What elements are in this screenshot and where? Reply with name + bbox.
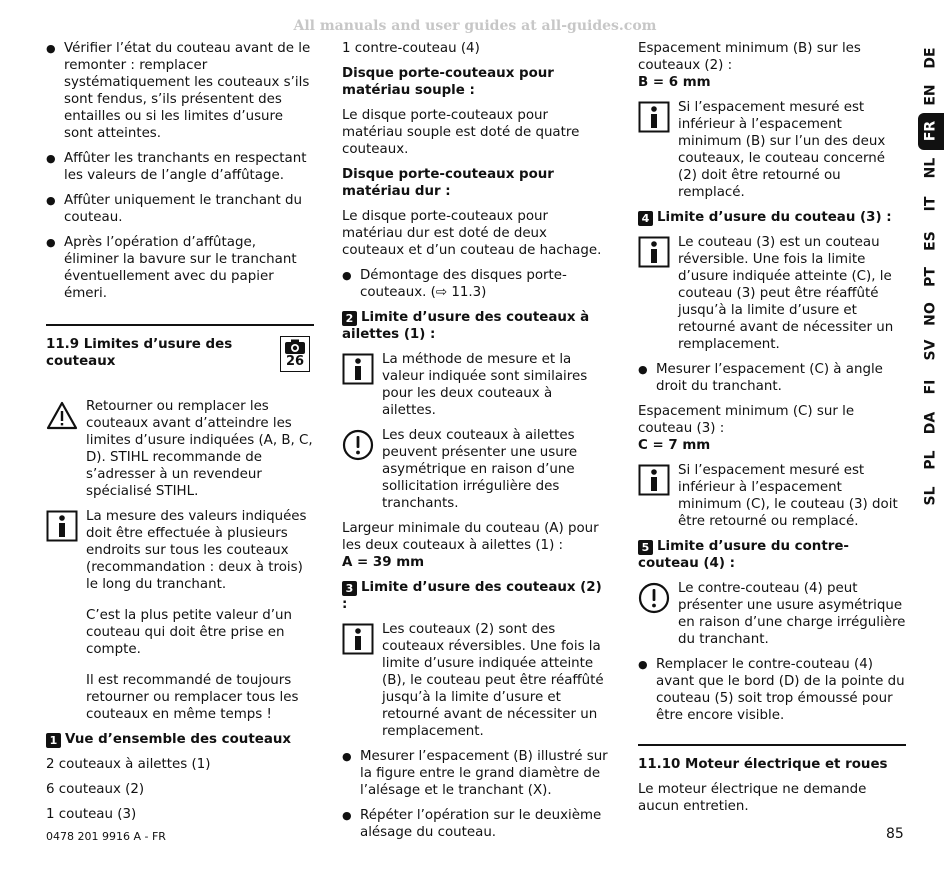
divider	[638, 744, 906, 746]
list-item: ● Mesurer l’espacement (C) à angle droit du tranchant.	[638, 361, 906, 395]
info-text: Le couteau (3) est un couteau réversible. Une fois la limite d’usure indiquée atteinte (C), le couteau (3) peut être réaffûté jusqu’à la limite d’usure et retourné avant de nécessiter un remplacement.	[678, 235, 894, 352]
language-tab-sv[interactable]	[918, 332, 944, 369]
language-tab-nl[interactable]	[918, 150, 944, 187]
number-badge: 4	[638, 211, 653, 226]
language-label: FI	[922, 379, 939, 395]
language-tab-pt[interactable]	[918, 259, 944, 296]
language-label: SL	[922, 486, 939, 506]
info-icon	[638, 236, 670, 268]
language-label: IT	[922, 196, 939, 212]
info-text: Si l’espacement mesuré est inférieur à l’espacement minimum (C), le couteau (3) doit être retourné ou remplacé.	[678, 463, 898, 529]
info-text: La mesure des valeurs indiquées doit être effectuée à plusieurs endroits sur tous les couteaux (recommandation : deux à trois) le long du tranchant.	[86, 509, 307, 592]
exclamation-icon	[342, 429, 374, 461]
exclamation-icon	[638, 582, 670, 614]
language-tab-de[interactable]	[918, 40, 944, 77]
language-label: SV	[922, 339, 939, 361]
measure-text: Espacement minimum (B) sur les couteaux (2) :	[638, 41, 861, 73]
subheading-text: Limite d’usure du contre-couteau (4) :	[638, 539, 849, 571]
value-b: B = 6 mm	[638, 75, 711, 90]
measure-text: Espacement minimum (C) sur le couteau (3) :	[638, 404, 855, 436]
list-item: ● Répéter l’opération sur le deuxième alésage du couteau.	[342, 807, 608, 841]
list-item: 2 couteaux à ailettes (1)	[46, 757, 211, 772]
paragraph	[638, 40, 906, 91]
language-tab-da[interactable]	[918, 405, 944, 442]
number-badge: 2	[342, 311, 357, 326]
info-note	[342, 621, 608, 740]
info-text: C’est la plus petite valeur d’un couteau qui doit être prise en compte.	[86, 608, 292, 657]
language-label: DA	[922, 412, 939, 435]
section-title: 11.10 Moteur électrique et roues	[638, 757, 888, 772]
column-3	[638, 40, 906, 823]
list-item: ● Affûter les tranchants en respectant les valeurs de l’angle d’affûtage.	[46, 150, 314, 184]
caution-text: Le contre-couteau (4) peut présenter une usure asymétrique en raison d’une charge irrégulière du tranchant.	[678, 581, 906, 647]
language-tabs	[918, 40, 944, 515]
number-badge: 5	[638, 540, 653, 555]
language-tab-es[interactable]	[918, 223, 944, 260]
info-text: Si l’espacement mesuré est inférieur à l’espacement minimum (B) sur l’un des deux couteaux, le couteau concerné (2) doit être retourné ou remplacé.	[678, 100, 886, 200]
info-note	[46, 508, 314, 723]
list-item: 1 couteau (3)	[46, 807, 137, 822]
page-number: 85	[886, 826, 904, 842]
column-2	[342, 40, 608, 849]
subheading-4	[638, 209, 906, 226]
camera-icon	[284, 339, 306, 355]
caution-note	[638, 580, 906, 648]
language-label: ES	[922, 230, 939, 251]
caution-text: Les deux couteaux à ailettes peuvent présenter une usure asymétrique en raison d’une sollicitation irrégulière des tranchants.	[382, 428, 578, 511]
list-item: ● Démontage des disques porte-couteaux. (⇨ 11.3)	[342, 267, 608, 301]
language-label: NO	[922, 301, 939, 326]
document-code: 0478 201 9916 A - FR	[46, 830, 166, 843]
subheading-text: Limite d’usure des couteaux à ailettes (1) :	[342, 310, 590, 342]
info-icon	[638, 101, 670, 133]
info-text: Il est recommandé de toujours retourner ou remplacer tous les couteaux en même temps !	[86, 673, 299, 722]
info-icon	[46, 510, 78, 542]
language-label: DE	[922, 47, 939, 69]
info-text: Les couteaux (2) sont des couteaux réversibles. Une fois la limite d’usure indiquée atteinte (B), le couteau peut être réaffûté jusqu’à la limite d’usure et retourné avant de nécessiter un remplacement.	[382, 622, 604, 739]
divider	[46, 324, 314, 326]
list-item: 6 couteaux (2)	[46, 782, 145, 797]
subheading-text: Limite d’usure du couteau (3) :	[657, 210, 892, 225]
subheading-text: Vue d’ensemble des couteaux	[65, 732, 292, 747]
paragraph: Le moteur électrique ne demande aucun entretien.	[638, 782, 867, 814]
camera-figure-ref	[280, 336, 310, 372]
subheading-5	[638, 538, 906, 572]
measure-text: Largeur minimale du couteau (A) pour les deux couteaux à ailettes (1) :	[342, 521, 599, 553]
number-badge: 3	[342, 581, 357, 596]
language-tab-fi[interactable]	[918, 369, 944, 406]
paragraph	[638, 403, 906, 454]
value-a: A = 39 mm	[342, 555, 425, 570]
language-tab-no[interactable]	[918, 296, 944, 333]
language-label: FR	[922, 121, 939, 142]
language-tab-en[interactable]	[918, 77, 944, 114]
info-icon	[342, 623, 374, 655]
section-title: 11.9 Limites d’usure des couteaux	[46, 337, 233, 369]
info-note	[638, 462, 906, 530]
language-tab-sl[interactable]	[918, 478, 944, 515]
list-item: ● Mesurer l’espacement (B) illustré sur la figure entre le grand diamètre de l’alésage et le tranchant (X).	[342, 748, 608, 799]
info-note	[638, 99, 906, 201]
list-item: ● Vérifier l’état du couteau avant de le remonter : remplacer systématiquement les couteaux s’ils sont fendus, s’ils présentent des entailles ou si les limites d’usure sont atteintes.	[46, 40, 314, 142]
number-badge: 1	[46, 733, 61, 748]
info-note	[342, 351, 608, 419]
value-c: C = 7 mm	[638, 438, 711, 453]
info-icon	[342, 353, 374, 385]
subheading-3	[342, 579, 608, 613]
paragraph	[342, 520, 608, 571]
language-tab-it[interactable]	[918, 186, 944, 223]
warning-icon	[46, 400, 78, 432]
section-heading-11-9	[46, 336, 314, 370]
subheading-1	[46, 731, 314, 748]
list-item: ● Affûter uniquement le tranchant du couteau.	[46, 192, 314, 226]
warning-text: Retourner ou remplacer les couteaux avant d’atteindre les limites d’usure indiquées (A, B, C, D). STIHL recommande de s’adresser à un revendeur spécialisé STIHL.	[86, 399, 313, 499]
language-label: EN	[922, 84, 939, 106]
paragraph: 1 contre-couteau (4)	[342, 41, 480, 56]
column-1	[46, 40, 314, 831]
paragraph: Le disque porte-couteaux pour matériau souple est doté de quatre couteaux.	[342, 108, 580, 157]
watermark: All manuals and user guides at all-guides.com	[293, 18, 657, 34]
info-icon	[638, 464, 670, 496]
subheading-2	[342, 309, 608, 343]
paragraph: Le disque porte-couteaux pour matériau dur est doté de deux couteaux et d’un couteau de hachage.	[342, 209, 602, 258]
info-note	[638, 234, 906, 353]
list-item: ● Remplacer le contre-couteau (4) avant que le bord (D) de la pointe du couteau (5) soit trop émoussé pour être encore visible.	[638, 656, 906, 724]
warning-note	[46, 398, 314, 500]
language-label: NL	[922, 157, 939, 179]
list-item: ● Après l’opération d’affûtage, éliminer la bavure sur le tranchant éventuellement avec du papier émeri.	[46, 234, 314, 302]
language-label: PL	[922, 450, 939, 470]
subheading: Disque porte-couteaux pour matériau souple :	[342, 66, 554, 98]
caution-note	[342, 427, 608, 512]
language-tab-fr[interactable]	[918, 113, 944, 150]
language-tab-pl[interactable]	[918, 442, 944, 479]
figure-number: 26	[285, 354, 305, 369]
language-label: PT	[922, 267, 939, 288]
subheading: Disque porte-couteaux pour matériau dur :	[342, 167, 554, 199]
info-text: La méthode de mesure et la valeur indiquée sont similaires pour les deux couteaux à ailettes.	[382, 352, 588, 418]
subheading-text: Limite d’usure des couteaux (2) :	[342, 580, 602, 612]
